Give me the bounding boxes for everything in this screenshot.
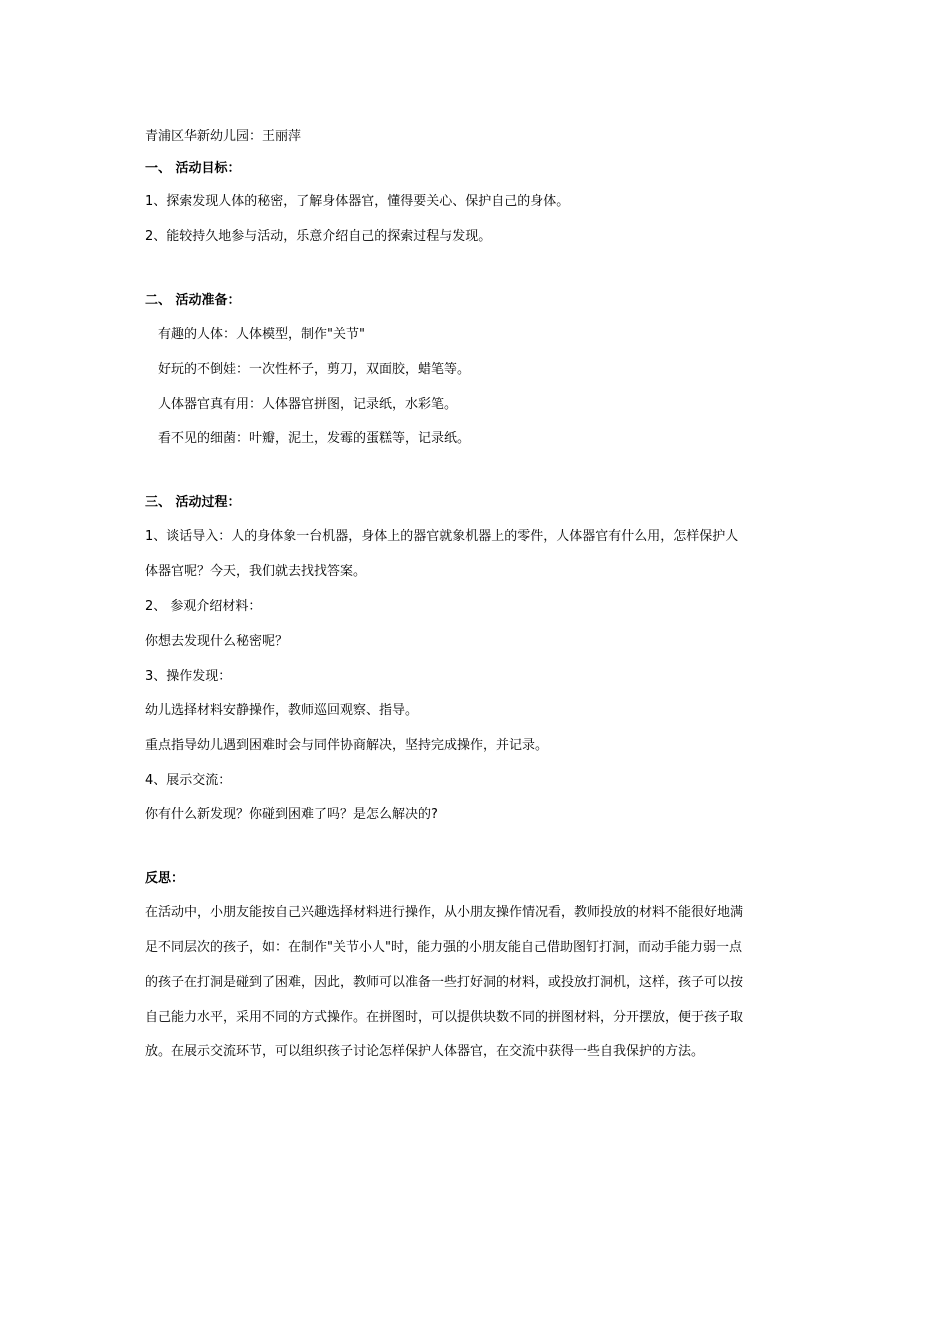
reflection-line: 的孩子在打洞是碰到了困难，因此，教师可以准备一些打好洞的材料，或投放打洞机，这样，孩子可以按 <box>145 975 744 990</box>
process-heading: 三、 活动过程： <box>145 495 241 510</box>
process-line: 4、展示交流： <box>145 773 232 788</box>
process-line: 你有什么新发现？你碰到困难了吗？是怎么解决的? <box>145 807 438 822</box>
process-line: 体器官呢？今天，我们就去找找答案。 <box>145 564 367 579</box>
process-line: 1、谈话导入：人的身体象一台机器，身体上的器官就象机器上的零件，人体器官有什么用，怎样保护人 <box>145 529 739 544</box>
prep-item: 人体器官真有用：人体器官拼图，记录纸，水彩笔。 <box>158 397 458 412</box>
prep-heading: 二、 活动准备： <box>145 293 241 308</box>
goals-heading: 一、 活动目标： <box>145 161 241 176</box>
reflection-line: 自己能力水平，采用不同的方式操作。在拼图时，可以提供块数不同的拼图材料，分开摆放，便于孩子取 <box>145 1010 744 1025</box>
reflection-heading: 反思： <box>145 871 185 886</box>
process-line: 幼儿选择材料安静操作，教师巡回观察、指导。 <box>145 703 419 718</box>
prep-item: 看不见的细菌：叶瓣，泥土，发霉的蛋糕等，记录纸。 <box>158 431 471 446</box>
goal-item: 2、能较持久地参与活动，乐意介绍自己的探索过程与发现。 <box>145 229 492 244</box>
reflection-line: 在活动中，小朋友能按自己兴趣选择材料进行操作，从小朋友操作情况看，教师投放的材料不能很好地满 <box>145 905 744 920</box>
goal-item: 1、探索发现人体的秘密，了解身体器官，懂得要关心、保护自己的身体。 <box>145 194 570 209</box>
author-line: 青浦区华新幼儿园：王丽萍 <box>145 129 302 144</box>
process-line: 你想去发现什么秘密呢？ <box>145 634 289 649</box>
prep-item: 好玩的不倒娃：一次性杯子，剪刀，双面胶，蜡笔等。 <box>158 362 471 377</box>
process-line: 3、操作发现： <box>145 669 232 684</box>
reflection-line: 足不同层次的孩子，如：在制作"关节小人"时，能力强的小朋友能自己借助图钉打洞，而动手能力弱一点 <box>145 940 742 955</box>
process-line: 重点指导幼儿遇到困难时会与同伴协商解决，坚持完成操作，并记录。 <box>145 738 549 753</box>
prep-item: 有趣的人体：人体模型，制作"关节" <box>158 327 365 342</box>
reflection-line: 放。在展示交流环节，可以组织孩子讨论怎样保护人体器官，在交流中获得一些自我保护的方法。 <box>145 1044 705 1059</box>
process-line: 2、 参观介绍材料： <box>145 599 262 614</box>
